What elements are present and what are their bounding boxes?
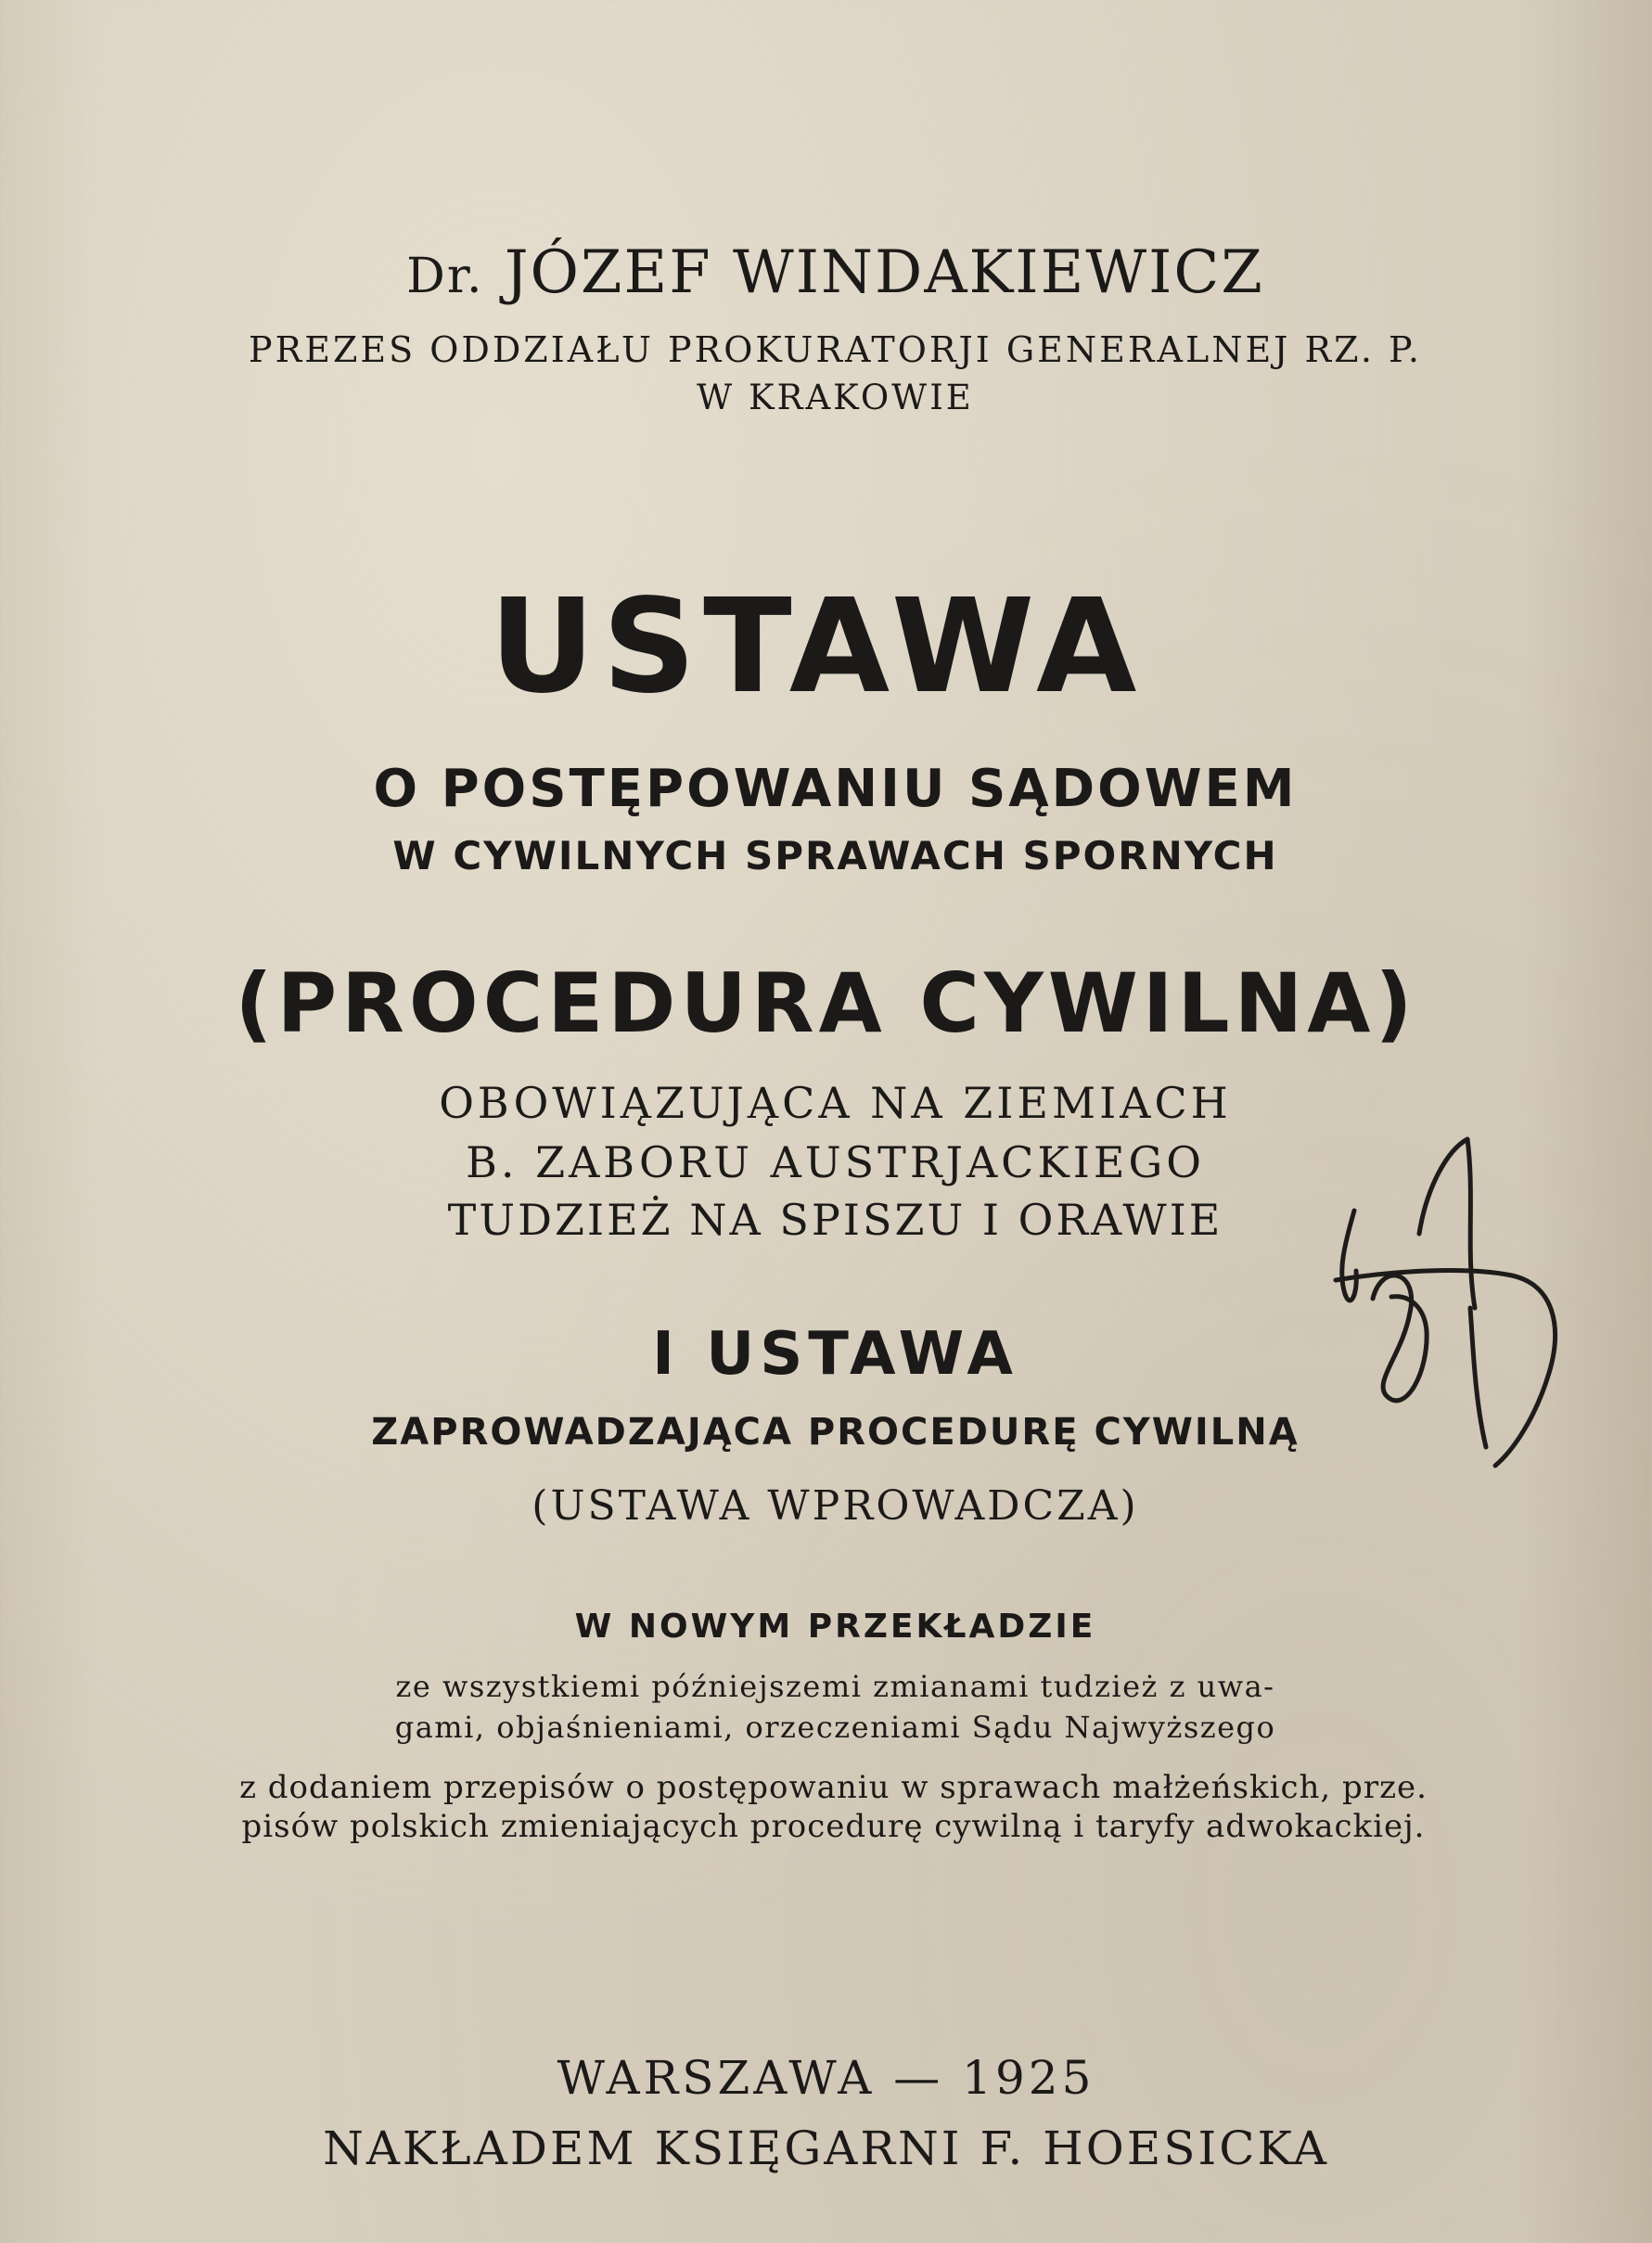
translation-line-1: ze wszystkiemi późniejszemi zmianami tudzież z uwa- [395,1669,1275,1704]
imprint-publisher: NAKŁADEM KSIĘGARNI F. HOESICKA [323,2121,1329,2175]
subtitle-line-1: O POSTĘPOWANIU SĄDOWEM [373,759,1298,819]
second-act-line-2: (USTAWA WPROWADCZA) [531,1482,1139,1530]
author-location: W KRAKOWIE [697,378,974,417]
second-act-title: I USTAWA [652,1320,1018,1389]
main-title: USTAWA [489,571,1145,723]
translation-line-2: gami, objaśnieniami, orzeczeniami Sądu Najwyższego [394,1710,1276,1745]
author-name [9,238,1652,307]
subtitle-line-2: W CYWILNYCH SPRAWACH SPORNYCH [392,833,1278,878]
handwritten-signature-icon [1317,1132,1568,1484]
obligation-line-3: TUDZIEŻ NA SPISZU I ORAWIE [447,1195,1223,1245]
translation-line-3: z dodaniem przepisów o postępowaniu w sprawach małżeńskich, prze. [239,1769,1428,1806]
translation-line-4: pisów polskich zmieniających procedurę cywilną i taryfy adwokackiej. [241,1808,1426,1845]
author-full-name: JÓZEF WINDAKIEWICZ [504,238,1264,307]
second-act-line-1: ZAPROWADZAJĄCA PROCEDURĘ CYWILNĄ [371,1411,1300,1454]
procedura-heading: (PROCEDURA CYWILNA) [235,955,1417,1051]
obligation-line-1: OBOWIĄZUJĄCA NA ZIEMIACH [439,1078,1232,1128]
imprint-city-year: WARSZAWA — 1925 [557,2051,1095,2105]
author-position: PREZES ODDZIAŁU PROKURATORJI GENERALNEJ RZ. P. [249,329,1422,370]
obligation-line-2: B. ZABORU AUSTRJACKIEGO [466,1137,1205,1187]
author-prefix: Dr. [406,249,484,304]
translation-heading: W NOWYM PRZEKŁADZIE [574,1608,1096,1646]
